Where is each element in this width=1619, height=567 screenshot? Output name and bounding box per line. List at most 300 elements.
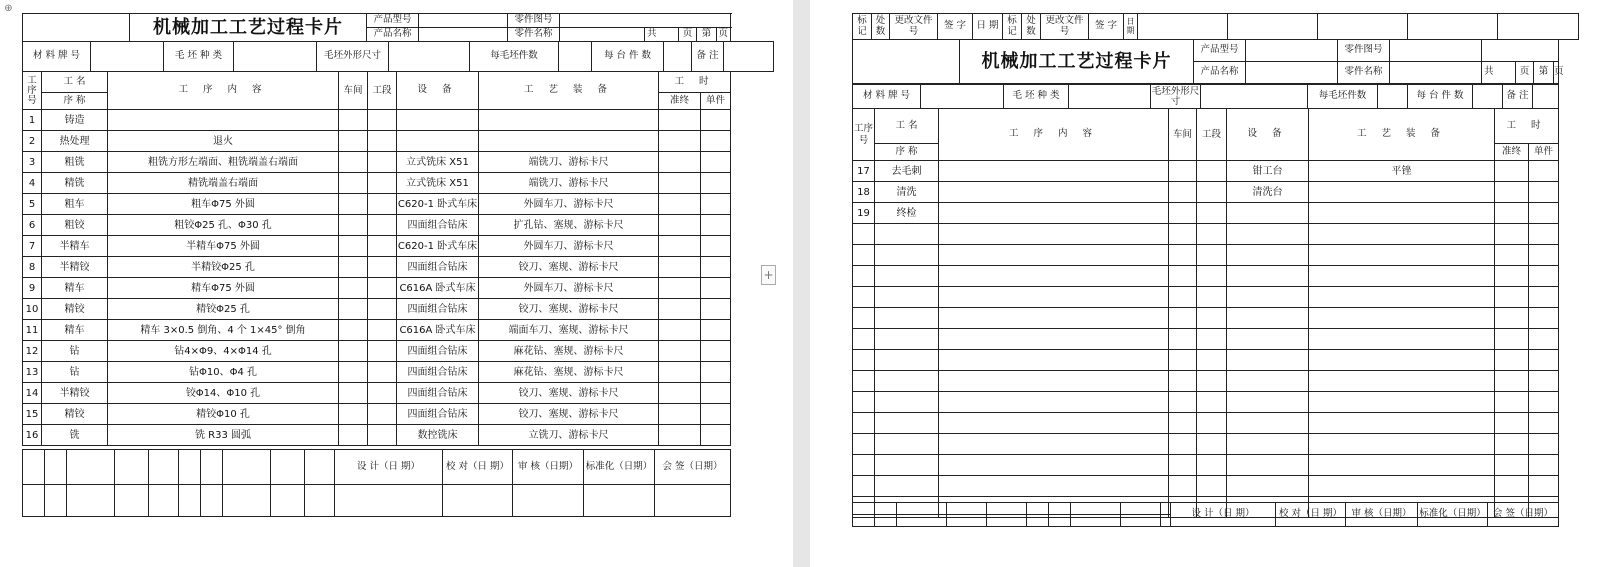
- prep-time-cell[interactable]: [659, 425, 701, 446]
- workshop-cell[interactable]: [339, 236, 368, 257]
- empty-cell[interactable]: [875, 308, 939, 329]
- prep-time-cell[interactable]: [1495, 182, 1529, 203]
- op-no-cell[interactable]: 6: [23, 215, 42, 236]
- workshop-cell[interactable]: [339, 131, 368, 152]
- unit-time-cell[interactable]: [701, 362, 731, 383]
- blank-size-field-2[interactable]: [1201, 85, 1308, 109]
- workshop-cell[interactable]: [339, 383, 368, 404]
- empty-cell[interactable]: [1197, 371, 1227, 392]
- op-content-cell[interactable]: 粗铣方形左端面、粗铣端盖右端面: [108, 152, 339, 173]
- workshop-cell[interactable]: [339, 278, 368, 299]
- op-no-cell[interactable]: 14: [23, 383, 42, 404]
- empty-cell[interactable]: [1309, 287, 1495, 308]
- unit-time-cell[interactable]: [701, 341, 731, 362]
- op-name-cell[interactable]: 钻: [42, 341, 108, 362]
- tooling-cell[interactable]: [479, 131, 659, 152]
- empty-cell[interactable]: [853, 371, 875, 392]
- empty-cell[interactable]: [875, 245, 939, 266]
- empty-cell[interactable]: [1169, 434, 1197, 455]
- empty-cell[interactable]: [875, 476, 939, 497]
- pieces-per-blank-field-2[interactable]: [1378, 85, 1408, 109]
- blank-type-field[interactable]: [234, 42, 317, 72]
- empty-cell[interactable]: [853, 455, 875, 476]
- rev-blank-cell[interactable]: [1228, 14, 1318, 40]
- op-name-cell[interactable]: 钻: [42, 362, 108, 383]
- op-name-cell[interactable]: 精车: [42, 320, 108, 341]
- prep-time-cell[interactable]: [659, 236, 701, 257]
- rev-blank-cell[interactable]: [1318, 14, 1408, 40]
- part-name-field-2[interactable]: [1390, 62, 1482, 84]
- equipment-cell[interactable]: C620-1 卧式车床: [397, 236, 479, 257]
- product-name-field-2[interactable]: [1246, 62, 1338, 84]
- empty-cell[interactable]: [1227, 455, 1309, 476]
- empty-cell[interactable]: [1197, 266, 1227, 287]
- pieces-per-blank-field[interactable]: [559, 42, 592, 72]
- unit-time-cell[interactable]: [701, 215, 731, 236]
- unit-time-cell[interactable]: [701, 404, 731, 425]
- tooling-cell[interactable]: 平锉: [1309, 161, 1495, 182]
- section-cell[interactable]: [368, 278, 397, 299]
- op-no-cell[interactable]: 12: [23, 341, 42, 362]
- prep-time-cell[interactable]: [659, 362, 701, 383]
- prep-time-cell[interactable]: [659, 278, 701, 299]
- empty-cell[interactable]: [875, 434, 939, 455]
- empty-cell[interactable]: [875, 287, 939, 308]
- workshop-cell[interactable]: [339, 110, 368, 131]
- product-name-field[interactable]: [419, 28, 508, 42]
- material-field-2[interactable]: [921, 85, 1004, 109]
- revision-cell[interactable]: [305, 485, 335, 517]
- empty-cell[interactable]: [1227, 350, 1309, 371]
- revision-cell[interactable]: [115, 485, 149, 517]
- equipment-cell[interactable]: [397, 131, 479, 152]
- op-name-cell[interactable]: 铣: [42, 425, 108, 446]
- op-no-cell[interactable]: 18: [853, 182, 875, 203]
- empty-cell[interactable]: [939, 287, 1169, 308]
- revision-cell[interactable]: [149, 485, 179, 517]
- revision-cell[interactable]: [45, 450, 67, 485]
- op-no-cell[interactable]: 2: [23, 131, 42, 152]
- revision-cell[interactable]: [271, 450, 305, 485]
- add-column-button[interactable]: +: [761, 265, 776, 285]
- prep-time-cell[interactable]: [659, 320, 701, 341]
- op-content-cell[interactable]: [939, 182, 1169, 203]
- part-drawing-no-field-2[interactable]: [1390, 40, 1482, 62]
- empty-cell[interactable]: [1227, 392, 1309, 413]
- unit-time-cell[interactable]: [701, 278, 731, 299]
- prep-time-cell[interactable]: [1495, 203, 1529, 224]
- section-cell[interactable]: [368, 404, 397, 425]
- equipment-cell[interactable]: 四面组合钻床: [397, 362, 479, 383]
- unit-time-cell[interactable]: [701, 257, 731, 278]
- workshop-cell[interactable]: [339, 341, 368, 362]
- revision-cell[interactable]: [201, 450, 223, 485]
- empty-cell[interactable]: [853, 224, 875, 245]
- empty-cell[interactable]: [1495, 434, 1529, 455]
- op-name-cell[interactable]: 粗铰: [42, 215, 108, 236]
- tooling-cell[interactable]: 扩孔钻、塞规、游标卡尺: [479, 215, 659, 236]
- revision-cell[interactable]: [223, 485, 271, 517]
- op-name-cell[interactable]: 粗铣: [42, 152, 108, 173]
- pieces-per-unit-field[interactable]: [664, 42, 692, 72]
- op-content-cell[interactable]: 钻Φ10、Φ4 孔: [108, 362, 339, 383]
- empty-cell[interactable]: [1197, 455, 1227, 476]
- empty-cell[interactable]: [1197, 329, 1227, 350]
- tooling-cell[interactable]: 麻花钻、塞规、游标卡尺: [479, 341, 659, 362]
- empty-cell[interactable]: [1495, 266, 1529, 287]
- section-cell[interactable]: [368, 299, 397, 320]
- empty-cell[interactable]: [1169, 350, 1197, 371]
- empty-cell[interactable]: [1529, 371, 1559, 392]
- empty-cell[interactable]: [1495, 392, 1529, 413]
- empty-cell[interactable]: [1529, 287, 1559, 308]
- empty-cell[interactable]: [875, 329, 939, 350]
- empty-cell[interactable]: [1495, 245, 1529, 266]
- section-cell[interactable]: [368, 362, 397, 383]
- rev-blank-cell[interactable]: [1138, 14, 1228, 40]
- prep-time-cell[interactable]: [659, 404, 701, 425]
- section-cell[interactable]: [368, 257, 397, 278]
- equipment-cell[interactable]: 四面组合钻床: [397, 215, 479, 236]
- unit-time-cell[interactable]: [701, 131, 731, 152]
- prep-time-cell[interactable]: [1495, 161, 1529, 182]
- op-name-cell[interactable]: 精铰: [42, 404, 108, 425]
- section-cell[interactable]: [1197, 182, 1227, 203]
- tooling-cell[interactable]: 外圆车刀、游标卡尺: [479, 236, 659, 257]
- op-content-cell[interactable]: 退火: [108, 131, 339, 152]
- signoff-design-field[interactable]: [335, 485, 443, 517]
- empty-cell[interactable]: [1227, 224, 1309, 245]
- workshop-cell[interactable]: [339, 152, 368, 173]
- section-cell[interactable]: [368, 152, 397, 173]
- empty-cell[interactable]: [1197, 245, 1227, 266]
- empty-cell[interactable]: [1495, 329, 1529, 350]
- op-name-cell[interactable]: 精铣: [42, 173, 108, 194]
- workshop-cell[interactable]: [339, 194, 368, 215]
- equipment-cell[interactable]: C620-1 卧式车床: [397, 194, 479, 215]
- tooling-cell[interactable]: [1309, 203, 1495, 224]
- equipment-cell[interactable]: 数控铣床: [397, 425, 479, 446]
- rev-blank-cell[interactable]: [1408, 14, 1498, 40]
- empty-cell[interactable]: [939, 392, 1169, 413]
- op-content-cell[interactable]: 粗铰Φ25 孔、Φ30 孔: [108, 215, 339, 236]
- empty-cell[interactable]: [1309, 455, 1495, 476]
- prep-time-cell[interactable]: [659, 131, 701, 152]
- empty-cell[interactable]: [1529, 392, 1559, 413]
- section-cell[interactable]: [368, 194, 397, 215]
- prep-time-cell[interactable]: [659, 215, 701, 236]
- unit-time-cell[interactable]: [701, 425, 731, 446]
- op-no-cell[interactable]: 10: [23, 299, 42, 320]
- empty-cell[interactable]: [875, 224, 939, 245]
- empty-cell[interactable]: [1529, 455, 1559, 476]
- equipment-cell[interactable]: 四面组合钻床: [397, 341, 479, 362]
- equipment-cell[interactable]: 立式铣床 X51: [397, 152, 479, 173]
- op-content-cell[interactable]: 精铣端盖右端面: [108, 173, 339, 194]
- prep-time-cell[interactable]: [659, 194, 701, 215]
- unit-time-cell[interactable]: [701, 152, 731, 173]
- empty-cell[interactable]: [1227, 308, 1309, 329]
- empty-cell[interactable]: [1309, 224, 1495, 245]
- revision-cell[interactable]: [23, 485, 45, 517]
- tooling-cell[interactable]: [479, 110, 659, 131]
- empty-cell[interactable]: [1197, 308, 1227, 329]
- op-name-cell[interactable]: 去毛刺: [875, 161, 939, 182]
- unit-time-cell[interactable]: [701, 320, 731, 341]
- workshop-cell[interactable]: [1169, 203, 1197, 224]
- revision-cell[interactable]: [179, 450, 201, 485]
- section-cell[interactable]: [368, 236, 397, 257]
- op-no-cell[interactable]: 15: [23, 404, 42, 425]
- empty-cell[interactable]: [1529, 329, 1559, 350]
- empty-cell[interactable]: [1197, 476, 1227, 497]
- part-drawing-no-field[interactable]: [560, 14, 731, 28]
- tooling-cell[interactable]: 铰刀、塞规、游标卡尺: [479, 257, 659, 278]
- empty-cell[interactable]: [853, 476, 875, 497]
- empty-cell[interactable]: [875, 392, 939, 413]
- workshop-cell[interactable]: [339, 404, 368, 425]
- rev-blank-cell[interactable]: [1498, 14, 1579, 40]
- section-cell[interactable]: [368, 341, 397, 362]
- table-move-handle-icon[interactable]: ⊕: [4, 3, 13, 14]
- workshop-cell[interactable]: [1169, 182, 1197, 203]
- tooling-cell[interactable]: 麻花钻、塞规、游标卡尺: [479, 362, 659, 383]
- equipment-cell[interactable]: C616A 卧式车床: [397, 320, 479, 341]
- tooling-cell[interactable]: 外圆车刀、游标卡尺: [479, 194, 659, 215]
- op-name-cell[interactable]: 铸造: [42, 110, 108, 131]
- revision-cell[interactable]: [201, 485, 223, 517]
- empty-cell[interactable]: [1309, 329, 1495, 350]
- empty-cell[interactable]: [1529, 350, 1559, 371]
- empty-cell[interactable]: [1309, 413, 1495, 434]
- op-content-cell[interactable]: 精铰Φ10 孔: [108, 404, 339, 425]
- empty-cell[interactable]: [1169, 266, 1197, 287]
- signoff-standard-field[interactable]: [584, 485, 655, 517]
- op-no-cell[interactable]: 19: [853, 203, 875, 224]
- material-field[interactable]: [91, 42, 164, 72]
- empty-cell[interactable]: [1227, 287, 1309, 308]
- op-name-cell[interactable]: 终检: [875, 203, 939, 224]
- empty-cell[interactable]: [1227, 266, 1309, 287]
- unit-time-cell[interactable]: [701, 383, 731, 404]
- empty-cell[interactable]: [1227, 371, 1309, 392]
- revision-cell[interactable]: [67, 450, 115, 485]
- empty-cell[interactable]: [1169, 245, 1197, 266]
- empty-cell[interactable]: [1309, 434, 1495, 455]
- empty-cell[interactable]: [1169, 287, 1197, 308]
- tooling-cell[interactable]: 外圆车刀、游标卡尺: [479, 278, 659, 299]
- unit-time-cell[interactable]: [701, 194, 731, 215]
- workshop-cell[interactable]: [339, 257, 368, 278]
- empty-cell[interactable]: [939, 413, 1169, 434]
- empty-cell[interactable]: [1309, 371, 1495, 392]
- section-cell[interactable]: [368, 215, 397, 236]
- op-no-cell[interactable]: 17: [853, 161, 875, 182]
- empty-cell[interactable]: [875, 413, 939, 434]
- empty-cell[interactable]: [1169, 413, 1197, 434]
- empty-cell[interactable]: [853, 308, 875, 329]
- empty-cell[interactable]: [1197, 224, 1227, 245]
- empty-cell[interactable]: [853, 392, 875, 413]
- op-no-cell[interactable]: 16: [23, 425, 42, 446]
- empty-cell[interactable]: [1309, 266, 1495, 287]
- op-content-cell[interactable]: 精车Φ75 外圆: [108, 278, 339, 299]
- revision-cell[interactable]: [223, 450, 271, 485]
- empty-cell[interactable]: [1495, 413, 1529, 434]
- revision-cell[interactable]: [149, 450, 179, 485]
- empty-cell[interactable]: [939, 455, 1169, 476]
- op-name-cell[interactable]: 粗车: [42, 194, 108, 215]
- empty-cell[interactable]: [1227, 434, 1309, 455]
- op-name-cell[interactable]: 精铰: [42, 299, 108, 320]
- op-no-cell[interactable]: 7: [23, 236, 42, 257]
- section-cell[interactable]: [1197, 203, 1227, 224]
- revision-cell[interactable]: [115, 450, 149, 485]
- unit-time-cell[interactable]: [701, 299, 731, 320]
- empty-cell[interactable]: [1197, 434, 1227, 455]
- prep-time-cell[interactable]: [659, 383, 701, 404]
- section-cell[interactable]: [1197, 161, 1227, 182]
- tooling-cell[interactable]: [1309, 182, 1495, 203]
- empty-cell[interactable]: [875, 455, 939, 476]
- empty-cell[interactable]: [1227, 245, 1309, 266]
- remarks-field[interactable]: [724, 42, 774, 72]
- equipment-cell[interactable]: 清洗台: [1227, 182, 1309, 203]
- tooling-cell[interactable]: 端铣刀、游标卡尺: [479, 152, 659, 173]
- unit-time-cell[interactable]: [1529, 203, 1559, 224]
- empty-cell[interactable]: [1169, 224, 1197, 245]
- empty-cell[interactable]: [853, 350, 875, 371]
- prep-time-cell[interactable]: [659, 257, 701, 278]
- empty-cell[interactable]: [1495, 350, 1529, 371]
- revision-cell[interactable]: [23, 450, 45, 485]
- empty-cell[interactable]: [1529, 245, 1559, 266]
- op-no-cell[interactable]: 8: [23, 257, 42, 278]
- unit-time-cell[interactable]: [1529, 182, 1559, 203]
- empty-cell[interactable]: [1197, 287, 1227, 308]
- empty-cell[interactable]: [1529, 308, 1559, 329]
- empty-cell[interactable]: [1169, 329, 1197, 350]
- empty-cell[interactable]: [853, 434, 875, 455]
- revision-cell[interactable]: [67, 485, 115, 517]
- empty-cell[interactable]: [875, 350, 939, 371]
- unit-time-cell[interactable]: [1529, 161, 1559, 182]
- tooling-cell[interactable]: 端铣刀、游标卡尺: [479, 173, 659, 194]
- section-cell[interactable]: [368, 110, 397, 131]
- tooling-cell[interactable]: 铰刀、塞规、游标卡尺: [479, 299, 659, 320]
- empty-cell[interactable]: [853, 329, 875, 350]
- part-name-field[interactable]: [560, 28, 645, 42]
- op-no-cell[interactable]: 13: [23, 362, 42, 383]
- op-content-cell[interactable]: 钻4×Φ9、4×Φ14 孔: [108, 341, 339, 362]
- op-no-cell[interactable]: 11: [23, 320, 42, 341]
- op-content-cell[interactable]: 铰Φ14、Φ10 孔: [108, 383, 339, 404]
- empty-cell[interactable]: [875, 371, 939, 392]
- section-cell[interactable]: [368, 131, 397, 152]
- workshop-cell[interactable]: [339, 215, 368, 236]
- empty-cell[interactable]: [1169, 371, 1197, 392]
- empty-cell[interactable]: [853, 287, 875, 308]
- equipment-cell[interactable]: C616A 卧式车床: [397, 278, 479, 299]
- product-model-field[interactable]: [419, 14, 508, 28]
- empty-cell[interactable]: [939, 245, 1169, 266]
- prep-time-cell[interactable]: [659, 299, 701, 320]
- empty-cell[interactable]: [939, 224, 1169, 245]
- equipment-cell[interactable]: [1227, 203, 1309, 224]
- op-content-cell[interactable]: 半精铰Φ25 孔: [108, 257, 339, 278]
- prep-time-cell[interactable]: [659, 152, 701, 173]
- blank-cell[interactable]: [1482, 40, 1559, 62]
- prep-time-cell[interactable]: [659, 110, 701, 131]
- signoff-review-field[interactable]: [513, 485, 584, 517]
- empty-cell[interactable]: [1309, 245, 1495, 266]
- op-name-cell[interactable]: 半精车: [42, 236, 108, 257]
- op-no-cell[interactable]: 3: [23, 152, 42, 173]
- workshop-cell[interactable]: [339, 299, 368, 320]
- section-cell[interactable]: [368, 383, 397, 404]
- empty-cell[interactable]: [939, 350, 1169, 371]
- op-name-cell[interactable]: 精车: [42, 278, 108, 299]
- empty-cell[interactable]: [1197, 392, 1227, 413]
- empty-cell[interactable]: [939, 371, 1169, 392]
- empty-cell[interactable]: [1495, 476, 1529, 497]
- tooling-cell[interactable]: 铰刀、塞规、游标卡尺: [479, 404, 659, 425]
- revision-cell[interactable]: [271, 485, 305, 517]
- op-content-cell[interactable]: [939, 203, 1169, 224]
- empty-cell[interactable]: [1197, 413, 1227, 434]
- revision-cell[interactable]: [45, 485, 67, 517]
- empty-cell[interactable]: [1495, 308, 1529, 329]
- empty-cell[interactable]: [1309, 392, 1495, 413]
- workshop-cell[interactable]: [339, 173, 368, 194]
- unit-time-cell[interactable]: [701, 173, 731, 194]
- empty-cell[interactable]: [939, 434, 1169, 455]
- op-name-cell[interactable]: 热处理: [42, 131, 108, 152]
- empty-cell[interactable]: [1309, 308, 1495, 329]
- equipment-cell[interactable]: [397, 110, 479, 131]
- empty-cell[interactable]: [1227, 329, 1309, 350]
- unit-time-cell[interactable]: [701, 110, 731, 131]
- empty-cell[interactable]: [1529, 266, 1559, 287]
- empty-cell[interactable]: [1227, 476, 1309, 497]
- revision-cell[interactable]: [305, 450, 335, 485]
- equipment-cell[interactable]: 四面组合钻床: [397, 299, 479, 320]
- empty-cell[interactable]: [939, 266, 1169, 287]
- op-content-cell[interactable]: 粗车Φ75 外圆: [108, 194, 339, 215]
- empty-cell[interactable]: [1529, 413, 1559, 434]
- empty-cell[interactable]: [875, 266, 939, 287]
- op-content-cell[interactable]: 精车 3×0.5 倒角、4 个 1×45° 倒角: [108, 320, 339, 341]
- empty-cell[interactable]: [853, 245, 875, 266]
- empty-cell[interactable]: [1169, 476, 1197, 497]
- section-cell[interactable]: [368, 425, 397, 446]
- op-name-cell[interactable]: 清洗: [875, 182, 939, 203]
- empty-cell[interactable]: [853, 413, 875, 434]
- tooling-cell[interactable]: 铰刀、塞规、游标卡尺: [479, 383, 659, 404]
- section-cell[interactable]: [368, 173, 397, 194]
- equipment-cell[interactable]: 钳工台: [1227, 161, 1309, 182]
- unit-time-cell[interactable]: [701, 236, 731, 257]
- section-cell[interactable]: [368, 320, 397, 341]
- empty-cell[interactable]: [1227, 413, 1309, 434]
- pieces-per-unit-field-2[interactable]: [1473, 85, 1503, 109]
- remarks-field-2[interactable]: [1533, 85, 1559, 109]
- workshop-cell[interactable]: [339, 425, 368, 446]
- empty-cell[interactable]: [939, 476, 1169, 497]
- empty-cell[interactable]: [1169, 392, 1197, 413]
- prep-time-cell[interactable]: [659, 341, 701, 362]
- empty-cell[interactable]: [1495, 287, 1529, 308]
